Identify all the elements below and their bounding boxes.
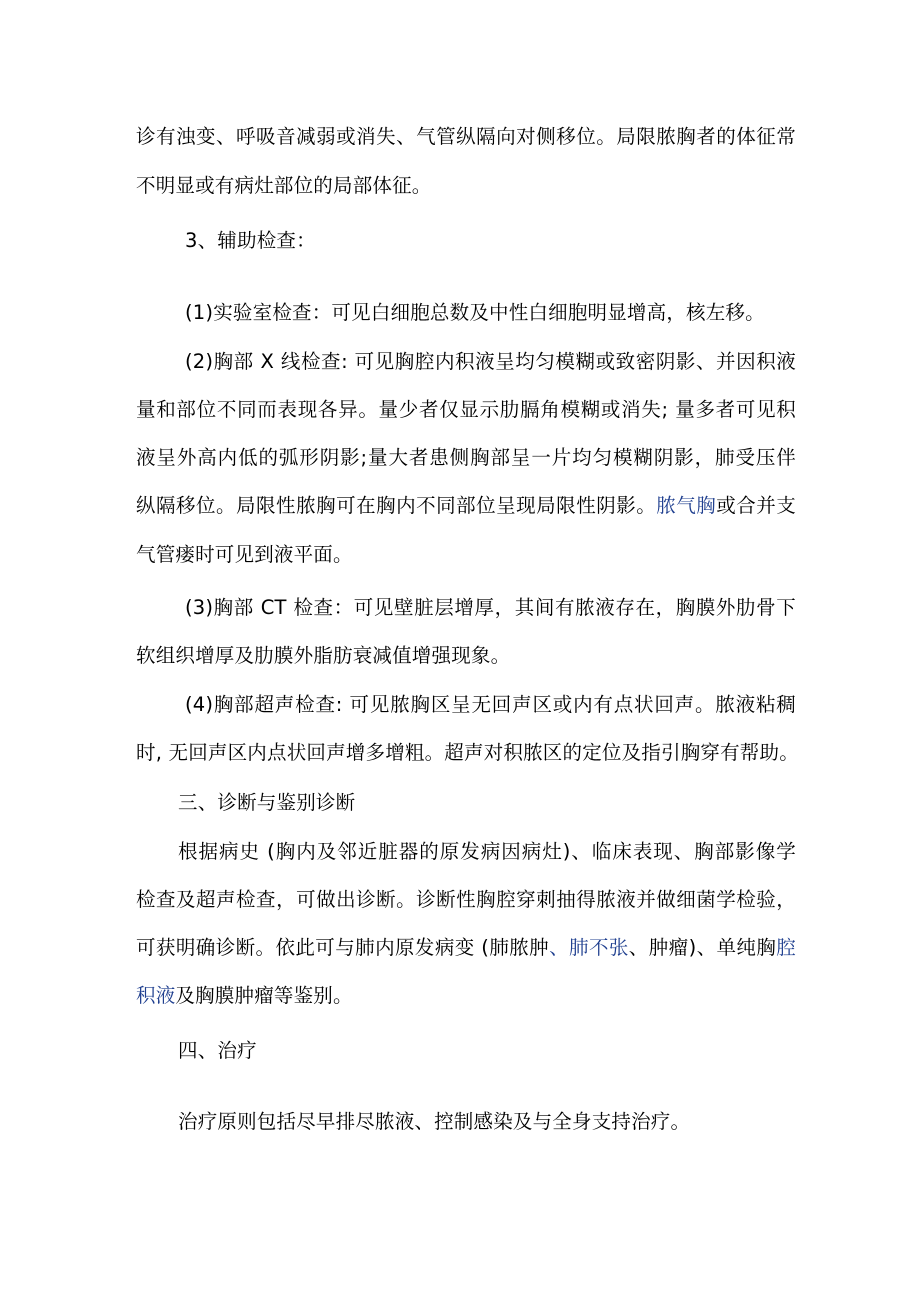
paragraph-line: 液呈外高内低的弧形阴影;量大者患侧胸部呈一片均匀模糊阴影，肺受压伴 [136, 446, 796, 469]
link-atelectasis[interactable]: 、肺不张 [549, 936, 629, 959]
paragraph-line: 气管瘘时可见到液平面。 [136, 543, 353, 566]
list-item-lab-exam: (1)实验室检查：可见白细胞总数及中性白细胞明显增高，核左移。 [185, 301, 765, 324]
section-heading-treatment: 四、治疗 [178, 1039, 257, 1062]
paragraph-line: 软组织增厚及肋膜外脂肪衰减值增强现象。 [136, 644, 511, 667]
paragraph-line: 诊有浊变、呼吸音减弱或消失、气管纵隔向对侧移位。局限脓胸者的体征常 [136, 125, 796, 148]
text-span: 或合并支 [716, 494, 796, 517]
text-span: 可获明确诊断。依此可与肺内原发病变 (肺脓肿 [136, 936, 550, 959]
text-span: 、肿瘤)、单纯胸 [628, 936, 777, 959]
paragraph-line: 不明显或有病灶部位的局部体征。 [136, 174, 432, 197]
list-item-ultrasound-line: (4)胸部超声检查: 可见脓胸区呈无回声区或内有点状回声。脓液粘稠 [185, 693, 796, 716]
paragraph-line: 量和部位不同而表现各异。量少者仅显示肋膈角模糊或消失; 量多者可见积 [136, 398, 796, 421]
list-item-xray-line: (2)胸部 X 线检查: 可见胸腔内积液呈均匀模糊或致密阴影、并因积液 [185, 350, 796, 373]
paragraph-line: 根据病史 (胸内及邻近脏器的原发病因病灶)、临床表现、胸部影像学 [178, 840, 796, 863]
paragraph-line: 检查及超声检查，可做出诊断。诊断性胸腔穿刺抽得脓液并做细菌学检验， [136, 888, 796, 911]
section-heading-diagnosis: 三、诊断与鉴别诊断 [178, 791, 356, 814]
list-item-ct-line: (3)胸部 CT 检查：可见壁脏层增厚，其间有脓液存在，胸膜外肋骨下 [185, 596, 796, 619]
link-pleural-effusion-part1[interactable]: 腔 [776, 936, 796, 959]
text-span: 纵隔移位。局限性脓胸可在胸内不同部位呈现局限性阴影。 [136, 494, 657, 517]
paragraph-treatment: 治疗原则包括尽早排尽脓液、控制感染及与全身支持治疗。 [178, 1110, 691, 1133]
paragraph-line [136, 494, 796, 518]
paragraph-line [136, 936, 796, 960]
paragraph-line: 时, 无回声区内点状回声增多增粗。超声对积脓区的定位及指引胸穿有帮助。 [136, 741, 799, 764]
text-span: 及胸膜肿瘤等鉴别。 [175, 984, 353, 1007]
link-pyopneumothorax[interactable]: 脓气胸 [656, 494, 717, 517]
link-pleural-effusion-part2[interactable]: 积液 [136, 984, 176, 1007]
section-heading-auxiliary-exam: 3、辅助检查： [185, 229, 316, 252]
paragraph-line [136, 984, 796, 1008]
